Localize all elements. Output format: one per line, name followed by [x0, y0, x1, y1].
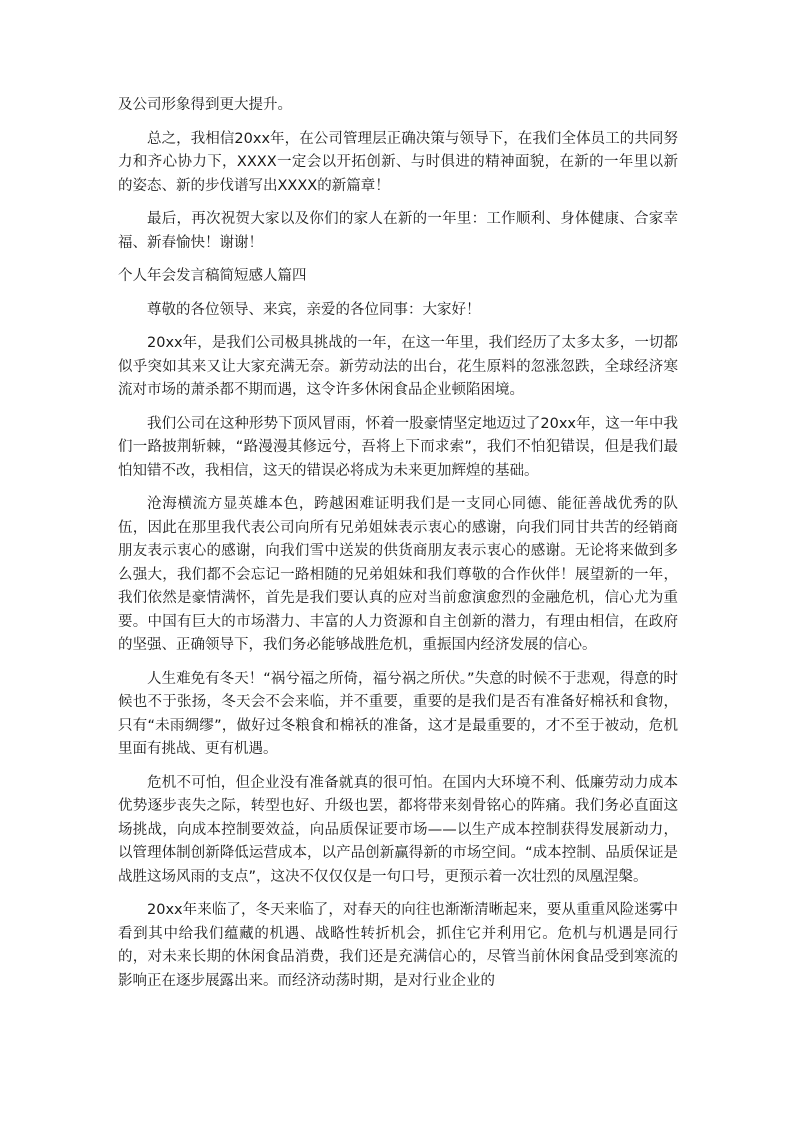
paragraph-body-4: 人生难免有冬天！“祸兮福之所倚，福兮祸之所伏。”失意的时候不于悲观，得意的时候也不于张扬，冬天会不会来临，并不重要，重要的是我们是否有准备好棉袄和食物，只有“未雨绸缪”，做好过冬粮食和棉袄的准备，这才是最重要的，才不至于被动，危机里面有挑战、更有机遇。	[118, 670, 678, 757]
paragraph-greeting: 尊敬的各位领导、来宾，亲爱的各位同事：大家好！	[147, 301, 481, 318]
paragraph-body-2: 我们公司在这种形势下顶风冒雨，怀着一股豪情坚定地迈过了20xx年，这一年中我们一路披荆斩棘，“路漫漫其修远兮，吾将上下而求索”，我们不怕犯错误，但是我们最怕知错不改，我相信，这天的错误必将成为未来更加辉煌的基础。	[118, 415, 678, 479]
paragraph-closing-wishes: 最后，再次祝贺大家以及你们的家人在新的一年里：工作顺利、身体健康、合家幸福、新春愉快！谢谢！	[118, 211, 678, 251]
paragraph-body-1: 20xx年，是我们公司极具挑战的一年，在这一年里，我们经历了太多太多，一切都似乎突如其来又让大家充满无奈。新劳动法的出台，花生原料的忽涨忽跌，全球经济寒流对市场的萧杀都不期而遇，这令许多休闲食品企业顿陷困境。	[118, 335, 678, 398]
paragraph-body-5: 危机不可怕，但企业没有准备就真的很可怕。在国内大环境不利、低廉劳动力成本优势逐步丧失之际，转型也好、升级也罢，都将带来刻骨铭心的阵痛。我们务必直面这场挑战，向成本控制要效益，向品质保证要市场——以生产成本控制获得发展新动力，以管理体制创新降低运营成本，以产品创新赢得新的市场空间。“成本控制、品质保证是战胜这场风雨的支点”，这决不仅仅仅是一句口号，更预示着一次壮烈的凤凰涅槃。	[118, 774, 678, 885]
section-heading: 个人年会发言稿简短感人篇四	[118, 268, 307, 284]
document-page	[118, 94, 678, 1003]
paragraph-body-3: 沧海横流方显英雄本色，跨越困难证明我们是一支同心同德、能征善战优秀的队伍，因此在那里我代表公司向所有兄弟姐妹表示衷心的感谢，向我们同甘共苦的经销商朋友表示衷心的感谢，向我们雪中送炭的供货商朋友表示衷心的感谢。无论将来做到多么强大，我们都不会忘记一路相随的兄弟姐妹和我们尊敬的合作伙伴！展望新的一年，我们依然是豪情满怀，首先是我们要认真的应对当前愈演愈烈的金融危机，信心尤为重要。中国有巨大的市场潜力、丰富的人力资源和自主创新的潜力，有理由相信，在政府的坚强、正确领导下，我们务必能够战胜危机，重振国内经济发展的信心。	[118, 496, 678, 653]
paragraph-body-6: 20xx年来临了，冬天来临了，对春天的向往也渐渐清晰起来，要从重重风险迷雾中看到其中给我们蕴藏的机遇、战略性转折机会，抓住它并利用它。危机与机遇是同行的，对未来长期的休闲食品消费，我们还是充满信心的，尽管当前休闲食品受到寒流的影响正在逐步展露出来。而经济动荡时期，是对行业企业的	[118, 902, 678, 989]
paragraph-conclusion: 总之，我相信20xx年，在公司管理层正确决策与领导下，在我们全体员工的共同努力和齐心协力下，XXXX一定会以开拓创新、与时俱进的精神面貌，在新的一年里以新的姿态、新的步伐谱写出XXXX的新篇章！	[118, 130, 678, 194]
paragraph-continuation: 及公司形象得到更大提升。	[118, 97, 292, 113]
